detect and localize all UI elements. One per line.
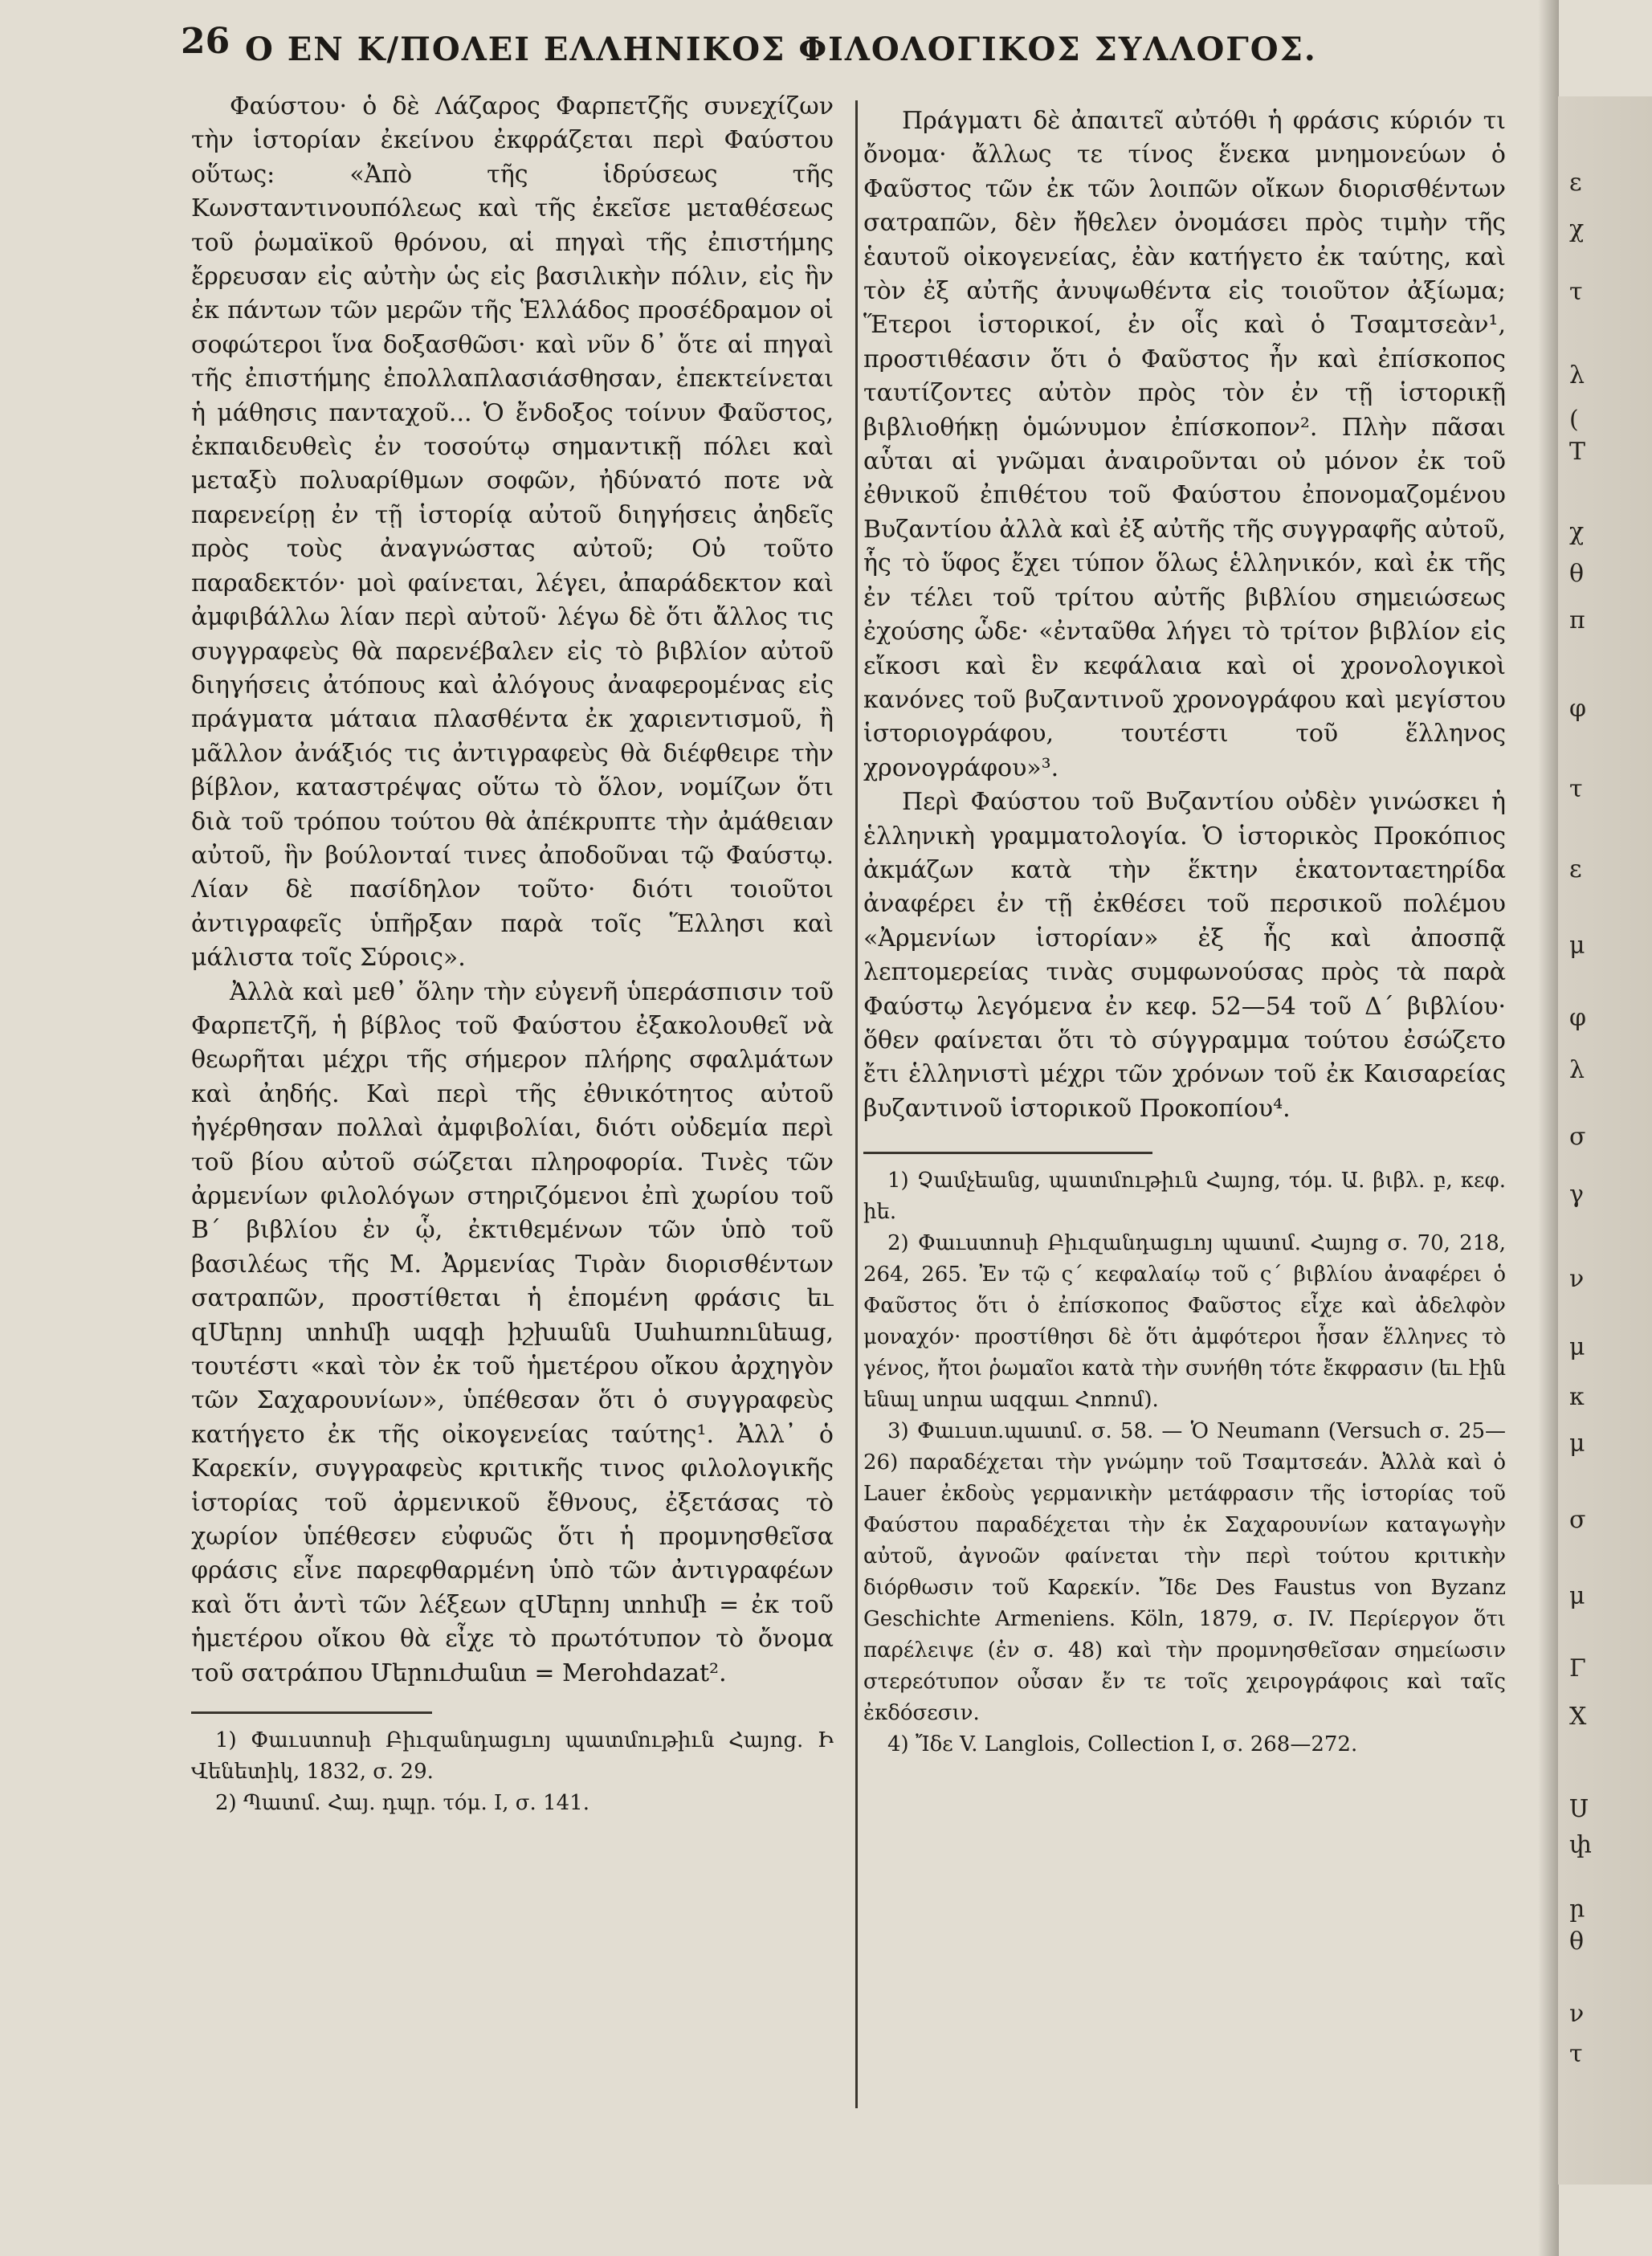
footnote: 2) Պատմ. Հայ. դպր. τόμ. I, σ. 141. [215, 1791, 589, 1816]
facing-page-fragment: γ [1569, 1181, 1584, 1209]
facing-page-fragment: μ [1569, 1582, 1585, 1610]
footnote: 2) Փաւստոսի Բիւզանդացւոյ պատմ. Հայոց σ. 70, 218, 264, 265. Ἐν τῷ ς´ κεφαλαίῳ τοῦ ς´ βιβλίου ἀναφέρει ὁ Φαῦστος ὅτι ὁ ἐπίσκοπος Φαῦστος εἶχε καὶ ἀδελφὸν μοναχόν· προστίθησι δὲ ὅτι ἀμφότεροι ἦσαν ἕλληνες τὸ γένος, ἤτοι ῥωμαῖοι κατὰ τὴν συνήθη τότε ἔκφρασιν (եւ էին ենալ սորա ազգաւ Հոռոմ). [863, 1231, 1506, 1413]
body-paragraph: Πράγματι δὲ ἀπαιτεῖ αὐτόθι ἡ φράσις κύριόν τι ὄνομα· ἄλλως τε τίνος ἕνεκα μνημονεύων ὁ Φαῦστος τῶν ἐκ τῶν λοιπῶν οἴκων διορισθέντων σατραπῶν, δὲν ἤθελεν ὀνομάσει πρὸς τιμὴν τῆς ἑαυτοῦ οἰκογενείας, ἐὰν κατήγετο ἐκ ταύτης, καὶ τὸν ἐξ αὐτῆς ἀνυψωθέντα εἰς τοιοῦτον ἀξίωμα; Ἕτεροι ἱστορικοί, ἐν οἷς καὶ ὁ Τσαμτσεὰν¹, προστιθέασιν ὅτι ὁ Φαῦστος ἦν καὶ ἐπίσκοπος ταυτίζοντες αὐτὸν πρὸς τὸν ἐν τῇ ἱστορικῇ βιβλιοθήκῃ ὁμώνυμον ἐπίσκοπον². Πλὴν πᾶσαι αὗται αἱ γνῶμαι ἀναιροῦνται οὐ μόνον ἐκ τοῦ ἐθνικοῦ ἐπιθέτου τοῦ Φαύστου ἐπονομαζομένου Βυζαντίου ἀλλὰ καὶ ἐξ αὐτῆς τῆς συγγραφῆς αὐτοῦ, ἧς τὸ ὕφος ἔχει τύπον ὅλως ἑλληνικόν, καὶ ἐκ τῆς ἐν τέλει τοῦ τρίτου αὐτῆς βιβλίου σημειώσεως ἐχούσης ὧδε· «ἐνταῦθα λήγει τὸ τρίτον βιβλίον εἰς εἴκοσι καὶ ἓν κεφάλαια καὶ οἱ χρονολογικοὶ κανόνες τοῦ βυζαντινοῦ χρονογράφου καὶ μεγίστου ἱστοριογράφου, τουτέστι τοῦ ἕλληνος χρονογράφου»³. [863, 107, 1506, 782]
facing-page-fragment: ν [1569, 2000, 1585, 2028]
facing-page-fragment: ε [1569, 169, 1582, 197]
facing-page-fragment: κ [1569, 1383, 1585, 1411]
right-column [863, 104, 1506, 1760]
facing-page-fragment: σ [1569, 1123, 1586, 1151]
facing-page-fragment: φ [1569, 695, 1587, 723]
facing-page-fragment: φ [1569, 1004, 1587, 1032]
facing-page-fragment: τ [1569, 2040, 1583, 2068]
column-divider [855, 100, 858, 2108]
page-number: 26 [181, 21, 230, 62]
facing-page-edge [1558, 96, 1652, 2185]
facing-page-fragment: Τ [1569, 438, 1586, 466]
facing-page-fragment: ( [1569, 406, 1579, 434]
facing-page-fragment: μ [1569, 1333, 1585, 1361]
body-paragraph: Φαύστου· ὁ δὲ Λάζαρος Φαρπετζῆς συνεχίζων τὴν ἱστορίαν ἐκείνου ἐκφράζεται περὶ Φαύστου οὕτως: «Ἀπὸ τῆς ἱδρύσεως τῆς Κωνσταντινουπόλεως καὶ τῆς ἐκεῖσε μεταθέσεως τοῦ ῥωμαϊκοῦ θρόνου, αἱ πηγαὶ τῆς ἐπιστήμης ἔρρευσαν εἰς αὐτὴν ὡς εἰς βασιλικὴν πόλιν, εἰς ἣν ἐκ πάντων τῶν μερῶν τῆς Ἑλλάδος προσέδραμον οἱ σοφώτεροι ἵνα δοξασθῶσι· καὶ νῦν δ᾽ ὅτε αἱ πηγαὶ τῆς ἐπιστήμης ἐπολλαπλασιάσθησαν, ἐπεκτείνεται ἡ μάθησις πανταχοῦ... Ὁ ἔνδοξος τοίνυν Φαῦστος, ἐκπαιδευθεὶς ἐν τοσούτῳ σημαντικῇ πόλει καὶ μεταξὺ πολυαρίθμων σοφῶν, ἠδύνατό ποτε νὰ παρενείρῃ ἐν τῇ ἱστορίᾳ αὐτοῦ διηγήσεις ἀηδεῖς πρὸς τοὺς ἀναγνώστας αὐτοῦ; Οὐ τοῦτο παραδεκτόν· μοὶ φαίνεται, λέγει, ἀπαράδεκτον καὶ ἀμφιβάλλω λίαν περὶ αὐτοῦ· λέγω δὲ ὅτι ἄλλος τις συγγραφεὺς θὰ παρενέβαλεν εἰς τὸ βιβλίον αὐτοῦ διηγήσεις ἀτόπους καὶ ἀλόγους ἀναφερομένας εἰς πράγματα μάταια πλασθέντα ἐκ χαριεντισμοῦ, ἢ μᾶλλον ἀνάξιός τις ἀντιγραφεὺς θὰ διέφθειρε τὴν βίβλον, καταστρέψας οὕτω τὸ ὅλον, νομίζων ὅτι διὰ τοῦ τρόπου τούτου θὰ ἀπέκρυπτε τὴν ἀμάθειαν αὐτοῦ, ἣν βούλονταί τινες ἀποδοῦναι τῷ Φαύστῳ. Λίαν δὲ πασίδηλον τοῦτο· διότι τοιοῦτοι ἀντιγραφεῖς ὑπῆρξαν παρὰ τοῖς Ἕλλησι καὶ μάλιστα τοῖς Σύροις». [191, 92, 834, 973]
page-gutter-shadow [1538, 0, 1559, 2256]
footnote: 3) Փաւստ.պատմ. σ. 58. — Ὁ Neumann (Versuch σ. 25—26) παραδέχεται τὴν γνώμην τοῦ Τσαμτσεάν. Ἀλλὰ καὶ ὁ Lauer ἐκδοὺς γερμανικὴν μετάφρασιν τῆς ἱστορίας τοῦ Φαύστου παραδέχεται τὴν ἐκ Σαχαρουνίων καταγωγὴν αὐτοῦ, ἀγνοῶν φαίνεται τὴν περὶ τούτου κριτικὴν διόρθωσιν τοῦ Καρεκίν. Ἴδε Des Faustus von Byzanz Geschichte Armeniens. Köln, 1879, σ. IV. Περίεργον ὅτι παρέλειψε (ἐν σ. 48) καὶ τὴν προμνησθεῖσαν σημείωσιν στερεότυπον οὖσαν ἔν τε τοῖς χειρογράφοις καὶ ταῖς ἐκδόσεσιν. [863, 1419, 1506, 1726]
running-head: Ο ΕΝ Κ/ΠΟΛΕΙ ΕΛΛΗΝΙΚΟΣ ΦΙΛΟΛΟΓΙΚΟΣ ΣΥΛΛΟΓΟΣ. [245, 31, 1317, 68]
facing-page-fragment: ν [1569, 1265, 1585, 1293]
facing-page-fragment: μ [1569, 932, 1585, 960]
footnote-rule [191, 1711, 432, 1714]
left-column [191, 90, 834, 1819]
facing-page-fragment: θ [1569, 560, 1585, 588]
facing-page-fragment: ε [1569, 855, 1582, 883]
facing-page-fragment: μ [1569, 1430, 1585, 1458]
body-paragraph: Ἀλλὰ καὶ μεθ᾽ ὅλην τὴν εὐγενῆ ὑπεράσπισιν τοῦ Φαρπετζῆ, ἡ βίβλος τοῦ Φαύστου ἐξακολουθεῖ νὰ θεωρῆται μέχρι τῆς σήμερον πλήρης σφαλμάτων καὶ ἀηδής. Καὶ περὶ τῆς ἐθνικότητος αὐτοῦ ἠγέρθησαν πολλαὶ ἀμφιβολίαι, διότι οὐδεμία περὶ τοῦ βίου αὐτοῦ σώζεται πληροφορία. Τινὲς τῶν ἀρμενίων φιλολόγων στηριζόμενοι ἐπὶ χωρίου τοῦ Β´ βιβλίου ἐν ᾧ, ἐκτιθεμένων τῶν ὑπὸ τοῦ βασιλέως τῆς Μ. Ἀρμενίας Τιρὰν διορισθέντων σατραπῶν, προστίθεται ἡ ἑπομένη φράσις եւ զՄերոյ տոհմի ազգի իշխանն Սահառունեաց, τουτέστι «καὶ τὸν ἐκ τοῦ ἡμετέρου οἴκου ἀρχηγὸν τῶν Σαχαρουνίων», ὑπέθεσαν ὅτι ὁ συγγραφεὺς κατήγετο ἐκ τῆς οἰκογενείας ταύτης¹. Ἀλλ᾽ ὁ Καρεκίν, συγγραφεὺς κριτικῆς τινος φιλολογικῆς ἱστορίας τοῦ ἀρμενικοῦ ἔθνους, ἐξετάσας τὸ χωρίον ὑπέθεσεν εὐφυῶς ὅτι ἡ προμνησθεῖσα φράσις εἶνε παρεφθαρμένη ὑπὸ τῶν ἀντιγραφέων καὶ ὅτι ἀντὶ τῶν λέξεων զՄերոյ տոհմի = ἐκ τοῦ ἡμετέρου οἴκου θὰ εἶχε τὸ πρωτότυπον τὸ ὄνομα τοῦ σατράπου Մերուժանտ = Merohdazat². [191, 977, 834, 1687]
facing-page-fragment: θ [1569, 1928, 1585, 1956]
facing-page-fragment: λ [1569, 1056, 1585, 1084]
footnote-rule [863, 1152, 1152, 1154]
page-header [181, 6, 1317, 68]
body-paragraph: Περὶ Φαύστου τοῦ Βυζαντίου οὐδὲν γινώσκει ἡ ἑλληνικὴ γραμματολογία. Ὁ ἱστορικὸς Προκόπιος ἀκμάζων κατὰ τὴν ἕκτην ἑκατονταετηρίδα ἀναφέρει ἐν τῇ ἐκθέσει τοῦ περσικοῦ πολέμου «Ἀρμενίων ἱστορίαν» ἐξ ἧς καὶ ἀποσπᾷ λεπτομερείας τινὰς συμφωνούσας πρὸς τὰ παρὰ Φαύστῳ λεγόμενα ἐν κεφ. 52—54 τοῦ Δ´ βιβλίου· ὅθεν φαίνεται ὅτι τὸ σύγγραμμα τούτου ἐσώζετο ἔτι ἑλληνιστὶ μέχρι τῶν χρόνων τοῦ ἐκ Καισαρείας βυζαντινοῦ ἱστορικοῦ Προκοπίου⁴. [863, 788, 1506, 1123]
facing-page-fragment: λ [1569, 361, 1585, 390]
facing-page-fragment: π [1569, 606, 1585, 634]
facing-page-fragment: τ [1569, 775, 1583, 803]
footnote: 1) Փաւստոսի Բիւզանդացւոյ պատմութիւն Հայոց. Ի Վենետիկ, 1832, σ. 29. [191, 1728, 834, 1785]
footnote: 4) Ἴδε V. Langlois, Collection I, σ. 268—272. [887, 1732, 1358, 1757]
footnote: 1) Չամչեանց, պատմութիւն Հայոց, τόμ. Ա. βιβλ. բ, κεφ. իե. [863, 1169, 1506, 1225]
facing-page-fragment: χ [1569, 518, 1585, 546]
facing-page-fragment: Γ [1569, 1654, 1586, 1683]
facing-page-fragment: Χ [1569, 1703, 1587, 1731]
facing-page-fragment: σ [1569, 1506, 1586, 1534]
facing-page-fragment: փ [1569, 1831, 1592, 1859]
facing-page-fragment: ր [1569, 1895, 1585, 1924]
facing-page-fragment: χ [1569, 215, 1585, 243]
facing-page-fragment: Ս [1569, 1795, 1589, 1823]
facing-page-fragment: τ [1569, 278, 1583, 306]
